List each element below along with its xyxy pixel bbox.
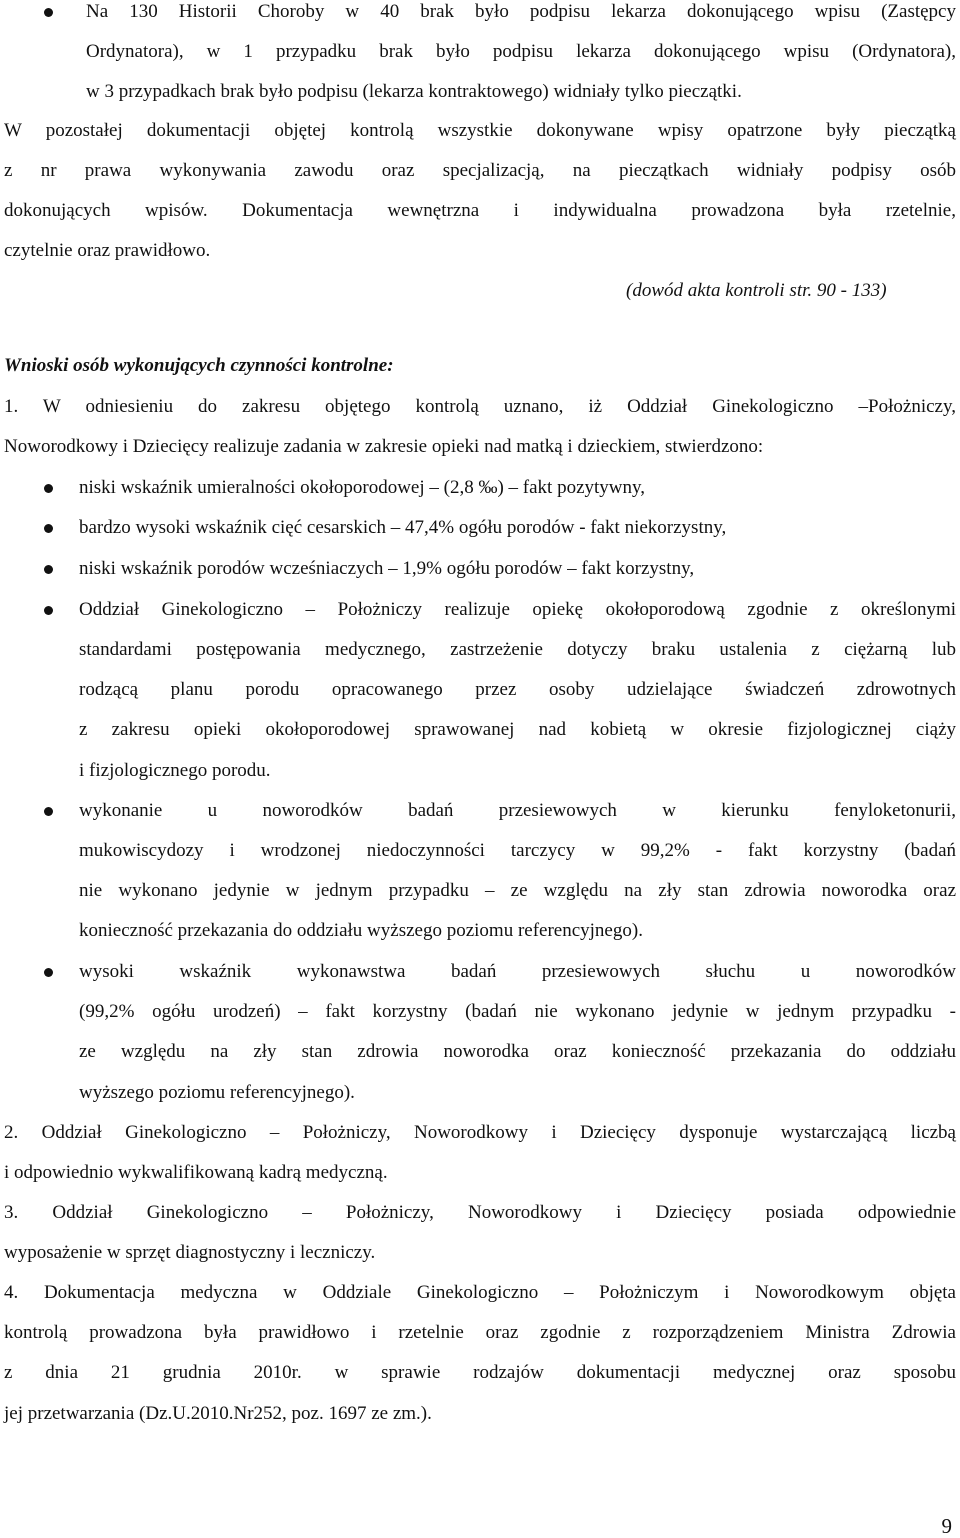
text-line: Na 130 Historii Choroby w 40 brak było podpisu lekarza dokonującego wpisu (Zastępcy bbox=[86, 1, 956, 22]
text-line: nie wykonano jedynie w jednym przypadku – ze względu na zły stan zdrowia noworodka oraz bbox=[79, 880, 956, 901]
text-line: w 3 przypadkach brak było podpisu (lekarza kontraktowego) widniały tylko pieczątki. bbox=[86, 81, 742, 102]
text-line: Oddział Ginekologiczno – Położniczy realizuje opiekę okołoporodową zgodnie z określonymi bbox=[79, 599, 956, 620]
text-line: jej przetwarzania (Dz.U.2010.Nr252, poz. 1697 ze zm.). bbox=[4, 1403, 432, 1424]
bullet-icon bbox=[44, 484, 53, 493]
text-line: z dnia 21 grudnia 2010r. w sprawie rodzajów dokumentacji medycznej oraz sposobu bbox=[4, 1362, 956, 1383]
page-number: 9 bbox=[941, 1514, 952, 1538]
text-line: konieczność przekazania do oddziału wyższego poziomu referencyjnego). bbox=[79, 920, 643, 941]
text-line: niski wskaźnik porodów wcześniaczych – 1,9% ogółu porodów – fakt korzystny, bbox=[79, 558, 695, 579]
text-line: Noworodkowy i Dziecięcy realizuje zadania w zakresie opieki nad matką i dzieckiem, stwierdzono: bbox=[4, 436, 764, 457]
text-line: standardami postępowania medycznego, zastrzeżenie dotyczy braku ustalenia z ciężarną lub bbox=[79, 639, 956, 660]
text-line: i odpowiednio wykwalifikowaną kadrą medyczną. bbox=[4, 1162, 388, 1183]
text-line: wyposażenie w sprzęt diagnostyczny i leczniczy. bbox=[4, 1242, 376, 1263]
text-line: 2. Oddział Ginekologiczno – Położniczy, Noworodkowy i Dziecięcy dysponuje wystarczającą liczbą bbox=[4, 1122, 956, 1143]
text-line: i fizjologicznego porodu. bbox=[79, 760, 271, 781]
text-line: 4. Dokumentacja medyczna w Oddziale Ginekologiczno – Położniczym i Noworodkowym objęta bbox=[4, 1282, 956, 1303]
text-line: W pozostałej dokumentacji objętej kontrolą wszystkie dokonywane wpisy opatrzone były pieczątką bbox=[4, 120, 956, 141]
bullet-icon bbox=[44, 8, 53, 17]
text-line: 1. W odniesieniu do zakresu objętego kontrolą uznano, iż Oddział Ginekologiczno –Położniczy, bbox=[4, 396, 956, 417]
text-line: wykonanie u noworodków badań przesiewowych w kierunku fenyloketonurii, bbox=[79, 800, 956, 821]
text-line: czytelnie oraz prawidłowo. bbox=[4, 240, 211, 261]
text-line: dokonujących wpisów. Dokumentacja wewnętrzna i indywidualna prowadzona była rzetelnie, bbox=[4, 200, 956, 221]
evidence-note: (dowód akta kontroli str. 90 - 133) bbox=[626, 280, 887, 301]
text-line: 3. Oddział Ginekologiczno – Położniczy, Noworodkowy i Dziecięcy posiada odpowiednie bbox=[4, 1202, 956, 1223]
bullet-icon bbox=[44, 524, 53, 533]
bullet-icon bbox=[44, 968, 53, 977]
text-line: z nr prawa wykonywania zawodu oraz specjalizacją, na pieczątkach widniały podpisy osób bbox=[4, 160, 956, 181]
bullet-icon bbox=[44, 606, 53, 615]
bullet-icon bbox=[44, 565, 53, 574]
bullet-icon bbox=[44, 807, 53, 816]
text-line: Ordynatora), w 1 przypadku brak było podpisu lekarza dokonującego wpisu (Ordynatora), bbox=[86, 41, 956, 62]
section-heading: Wnioski osób wykonujących czynności kontrolne: bbox=[4, 355, 394, 376]
text-line: wyższego poziomu referencyjnego). bbox=[79, 1082, 355, 1103]
text-line: rodzącą planu porodu opracowanego przez osoby udzielające świadczeń zdrowotnych bbox=[79, 679, 956, 700]
text-line: ze względu na zły stan zdrowia noworodka oraz konieczność przekazania do oddziału bbox=[79, 1041, 956, 1062]
text-line: kontrolą prowadzona była prawidłowo i rzetelnie oraz zgodnie z rozporządzeniem Ministra Zdrowia bbox=[4, 1322, 956, 1343]
text-line: niski wskaźnik umieralności okołoporodowej – (2,8 ‰) – fakt pozytywny, bbox=[79, 477, 646, 498]
text-line: bardzo wysoki wskaźnik cięć cesarskich – 47,4% ogółu porodów - fakt niekorzystny, bbox=[79, 517, 727, 538]
text-line: mukowiscydozy i wrodzonej niedoczynności tarczycy w 99,2% - fakt korzystny (badań bbox=[79, 840, 956, 861]
text-line: (99,2% ogółu urodzeń) – fakt korzystny (badań nie wykonano jedynie w jednym przypadku - bbox=[79, 1001, 956, 1022]
text-line: wysoki wskaźnik wykonawstwa badań przesiewowych słuchu u noworodków bbox=[79, 961, 956, 982]
text-line: z zakresu opieki okołoporodowej sprawowanej nad kobietą w okresie fizjologicznej ciąży bbox=[79, 719, 956, 740]
